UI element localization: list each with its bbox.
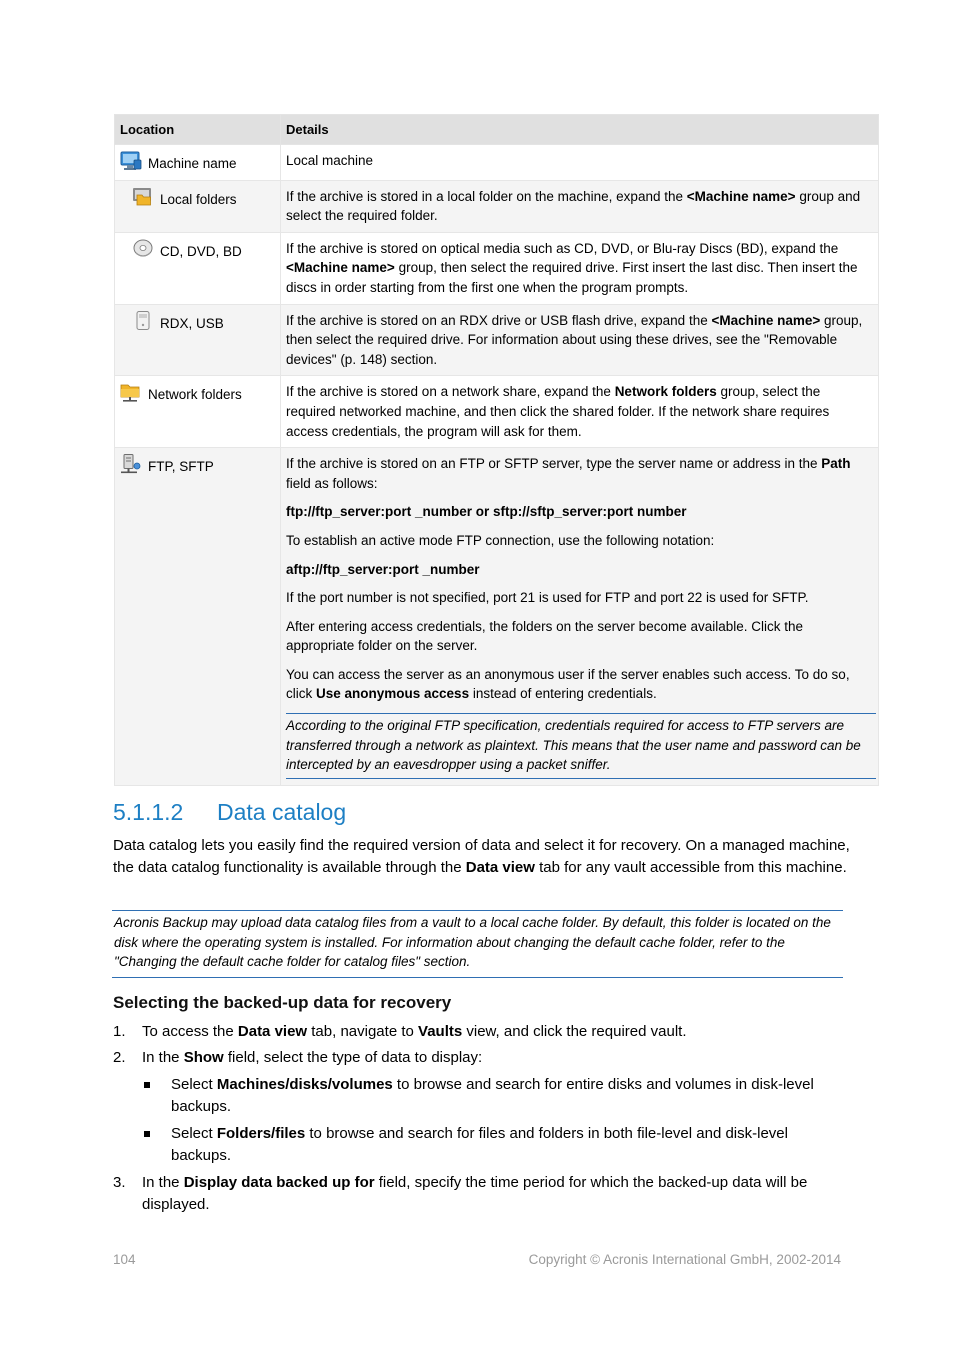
bullet-square-icon (144, 1082, 150, 1088)
network-folder-icon (120, 382, 142, 402)
location-details-table (114, 114, 879, 786)
cache-note: Acronis Backup may upload data catalog files from a vault to a local cache folder. By default, this folder is located on the disk where the operating system is installed. For information about changing the default cache folder, refer to the "Changing the default cache folder for catalog files" section. (112, 910, 843, 978)
steps-list (113, 1021, 848, 1220)
location-cell (115, 232, 281, 304)
section-heading (113, 799, 346, 826)
location-cell (115, 145, 281, 181)
details-text: If the archive is stored in a local folder on the machine, expand the <Machine name> group and select the required folder. (286, 188, 861, 224)
details-text: You can access the server as an anonymous user if the server enables such access. To do so, click Use anonymous access instead of entering credentials. (286, 666, 850, 702)
details-text: To establish an active mode FTP connection, use the following notation: (286, 532, 715, 548)
table-row (115, 180, 879, 232)
bullet-list (142, 1074, 848, 1167)
details-text: If the archive is stored on an FTP or SFTP server, type the server name or address in the Path field as follows: (286, 456, 851, 491)
table-row (115, 145, 879, 181)
copyright-text: Copyright © Acronis International GmbH, 2002-2014 (528, 1252, 841, 1267)
local-folder-icon (132, 187, 154, 207)
details-cell (281, 180, 879, 232)
subsection-heading: Selecting the backed-up data for recovery (113, 993, 452, 1012)
header-details: Details (281, 115, 879, 145)
location-cell (115, 304, 281, 376)
details-cell (281, 304, 879, 376)
location-cell (115, 376, 281, 448)
location-label: CD, DVD, BD (160, 243, 242, 259)
details-text: If the archive is stored on optical media such as CD, DVD, or Blu-ray Discs (BD), expand the <Machine name> group, then select the required drive. First insert the last disc. Then insert the discs in order starting from the first one when the program prompts. (286, 240, 858, 295)
details-text: If the port number is not specified, port 21 is used for FTP and port 22 is used for SFTP. (286, 590, 809, 606)
details-cell (281, 145, 879, 181)
ftp-syntax: ftp://ftp_server:port _number or sftp://sftp_server:port number (286, 504, 687, 520)
details-text: After entering access credentials, the folders on the server become available. Click the appropriate folder on the server. (286, 618, 804, 654)
table-row (115, 304, 879, 376)
ftp-server-icon (120, 454, 142, 474)
details-text: If the archive is stored on a network share, expand the Network folders group, select the required networked machine, and then click the shared folder. If the network share requires access credentials, the program will ask for them. (286, 384, 830, 439)
table-row (115, 376, 879, 448)
optical-disc-icon (132, 239, 154, 259)
location-label: RDX, USB (160, 315, 224, 331)
details-cell (281, 232, 879, 304)
location-label: Machine name (148, 156, 237, 171)
header-location: Location (115, 115, 281, 145)
removable-drive-icon (132, 311, 154, 331)
bullet-item: Select Machines/disks/volumes to browse and search for entire disks and volumes in disk-level backups. (142, 1074, 848, 1118)
list-item: 2. In the Show field, select the type of data to display: Select Machines/disks/volumes to browse and search for entire disks and volumes in disk-level backups. Select Folders/files to browse and search for files and folders in both file-level and disk-level backups. (113, 1047, 848, 1167)
bullet-item: Select Folders/files to browse and search for files and folders in both file-level and disk-level backups. (142, 1123, 848, 1167)
section-intro: Data catalog lets you easily find the required version of data and select it for recovery. On a managed machine, the data catalog functionality is available through the Data view tab for any vault accessible from this machine. (113, 837, 850, 876)
list-item: 1. To access the Data view tab, navigate to Vaults view, and click the required vault. (113, 1023, 687, 1040)
computer-icon (120, 151, 142, 171)
location-label: Local folders (160, 191, 237, 207)
aftp-syntax: aftp://ftp_server:port _number (286, 561, 480, 577)
page-number: 104 (113, 1252, 136, 1267)
details-text: Local machine (286, 153, 374, 168)
details-cell (281, 376, 879, 448)
section-title: Data catalog (217, 799, 347, 825)
bullet-square-icon (144, 1131, 150, 1137)
list-item: 3. In the Display data backed up for field, specify the time period for which the backed-up data will be displayed. (113, 1174, 808, 1213)
section-number: 5.1.1.2 (113, 799, 184, 825)
location-cell (115, 180, 281, 232)
table-row (115, 448, 879, 786)
table-header-row (115, 115, 879, 145)
table-row (115, 232, 879, 304)
location-label: Network folders (148, 387, 242, 403)
location-cell (115, 448, 281, 786)
details-cell (281, 448, 879, 786)
ftp-security-note: According to the original FTP specification, credentials required for access to FTP servers are transferred through a network as plaintext. This means that the user name and password can be intercepted by an eavesdropper using a packet sniffer. (286, 713, 876, 779)
details-text: If the archive is stored on an RDX drive or USB flash drive, expand the <Machine name> group, then select the required drive. For information about using these drives, see the "Removable devices" (p. 148) section. (286, 312, 863, 367)
location-label: FTP, SFTP (148, 459, 214, 475)
